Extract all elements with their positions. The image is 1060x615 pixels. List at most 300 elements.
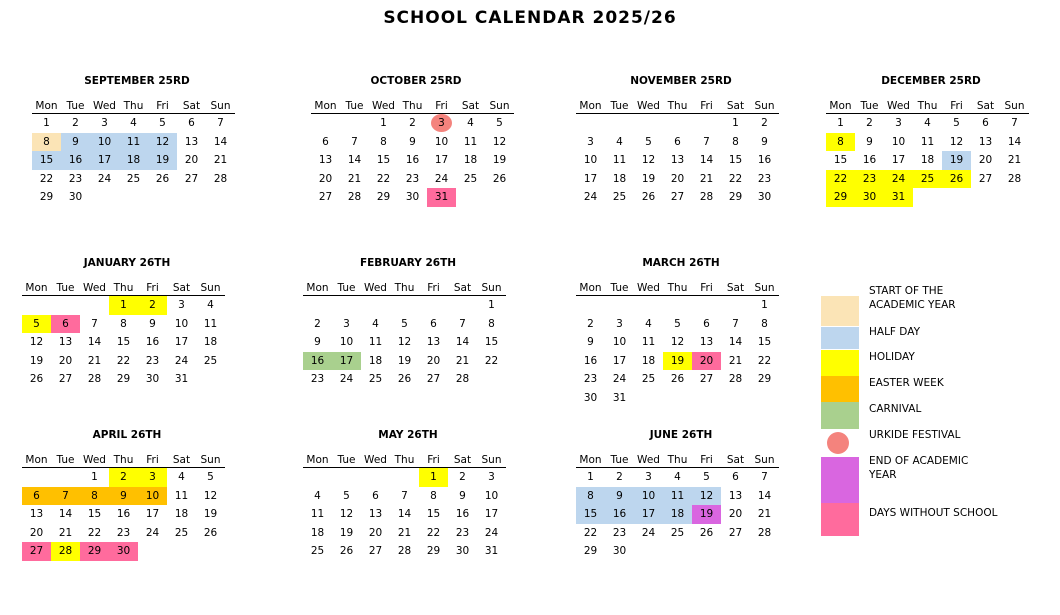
day-cell: 2 — [109, 468, 138, 487]
month-title: NOVEMBER 25RD — [630, 75, 732, 87]
day-cell: 25 — [310, 545, 325, 558]
day-cell: 11 — [310, 508, 325, 521]
legend-label: START OF THE ACADEMIC YEAR — [869, 285, 956, 311]
weekday-header: Thu — [109, 453, 138, 468]
weekday-header: Tue — [51, 281, 80, 296]
day-cell: 5 — [343, 489, 350, 502]
weekday-header: Fri — [138, 453, 167, 468]
month-september — [32, 74, 242, 207]
day-cell: 17 — [145, 508, 160, 521]
day-cell: 5 — [159, 117, 166, 130]
day-cell: 4 — [178, 471, 185, 484]
empty-cell — [477, 370, 506, 389]
legend-label: HALF DAY — [869, 326, 920, 338]
day-cell: 20 — [670, 172, 685, 185]
day-cell: 13 — [368, 508, 383, 521]
weekday-header: Tue — [332, 281, 361, 296]
day-cell: 30 — [612, 545, 627, 558]
day-cell: 16 — [405, 154, 420, 167]
day-cell: 14 — [58, 508, 73, 521]
day-cell: 31 — [427, 188, 456, 207]
day-cell: 30 — [757, 191, 772, 204]
weekday-header: Fri — [419, 281, 448, 296]
day-cell: 1 — [732, 117, 739, 130]
month-title: JANUARY 26TH — [83, 257, 171, 269]
day-cell: 15 — [757, 336, 772, 349]
day-cell: 19 — [397, 354, 412, 367]
day-cell: 12 — [670, 336, 685, 349]
day-cell: 21 — [699, 172, 714, 185]
day-cell: 10 — [339, 336, 354, 349]
day-cell: 29 — [583, 545, 598, 558]
day-cell: 24 — [174, 354, 189, 367]
day-cell: 13 — [318, 154, 333, 167]
legend-swatch — [821, 296, 859, 326]
empty-cell — [721, 542, 750, 561]
day-cell: 11 — [203, 317, 218, 330]
weekday-header: Mon — [576, 453, 605, 468]
day-cell: 23 — [612, 526, 627, 539]
day-cell: 13 — [58, 336, 73, 349]
day-cell: 27 — [978, 172, 993, 185]
day-cell: 2 — [72, 117, 79, 130]
day-cell: 26 — [699, 526, 714, 539]
day-cell: 31 — [612, 391, 627, 404]
empty-cell — [721, 389, 750, 408]
empty-cell — [361, 468, 390, 487]
empty-cell — [148, 188, 177, 207]
day-cell: 20 — [184, 154, 199, 167]
day-cell: 31 — [174, 373, 189, 386]
month-january — [22, 256, 232, 389]
day-cell: 4 — [616, 135, 623, 148]
day-cell: 31 — [484, 545, 499, 558]
day-cell: 8 — [761, 317, 768, 330]
day-cell: 1 — [837, 117, 844, 130]
empty-cell — [206, 188, 235, 207]
month-table — [303, 453, 506, 561]
day-cell: 24 — [339, 373, 354, 386]
day-cell: 23 — [757, 172, 772, 185]
day-cell: 27 — [184, 172, 199, 185]
day-cell: 1 — [43, 117, 50, 130]
day-cell: 7 — [732, 317, 739, 330]
day-cell: 13 — [978, 135, 993, 148]
day-cell: 26 — [339, 545, 354, 558]
day-cell: 15 — [426, 508, 441, 521]
day-cell: 12 — [203, 489, 218, 502]
day-cell: 16 — [116, 508, 131, 521]
day-cell: 13 — [670, 154, 685, 167]
day-cell: 8 — [826, 133, 855, 152]
day-cell: 8 — [576, 487, 605, 506]
day-cell: 24 — [484, 526, 499, 539]
empty-cell — [485, 188, 514, 207]
day-cell: 15 — [376, 154, 391, 167]
weekday-header: Sat — [721, 99, 750, 114]
day-cell: 2 — [587, 317, 594, 330]
weekday-header: Fri — [148, 99, 177, 114]
day-cell: 28 — [87, 373, 102, 386]
day-cell: 5 — [207, 471, 214, 484]
weekday-header: Sun — [485, 99, 514, 114]
weekday-header: Tue — [61, 99, 90, 114]
day-cell: 22 — [87, 526, 102, 539]
weekday-header: Mon — [826, 99, 855, 114]
day-cell: 20 — [692, 352, 721, 371]
day-cell: 3 — [895, 117, 902, 130]
empty-cell — [692, 296, 721, 315]
day-cell: 3 — [616, 317, 623, 330]
legend-swatch — [821, 402, 859, 429]
day-cell: 21 — [757, 508, 772, 521]
month-title: OCTOBER 25RD — [370, 75, 462, 87]
weekday-header: Sun — [1000, 99, 1029, 114]
empty-cell — [913, 188, 942, 207]
month-table — [303, 281, 506, 389]
empty-cell — [311, 114, 340, 133]
day-cell: 26 — [942, 170, 971, 189]
legend-label: END OF ACADEMIC YEAR — [869, 455, 969, 481]
day-cell: 19 — [148, 151, 177, 170]
day-cell: 7 — [459, 317, 466, 330]
day-cell: 11 — [641, 336, 656, 349]
day-cell: 1 — [109, 296, 138, 315]
day-cell: 20 — [58, 354, 73, 367]
month-table — [826, 99, 1029, 207]
day-cell: 8 — [80, 487, 109, 506]
day-cell: 23 — [405, 172, 420, 185]
day-cell: 14 — [455, 336, 470, 349]
empty-cell — [340, 114, 369, 133]
weekday-header: Thu — [390, 453, 419, 468]
day-cell: 2 — [866, 117, 873, 130]
day-cell: 13 — [728, 489, 743, 502]
day-cell: 25 — [612, 191, 627, 204]
empty-cell — [942, 188, 971, 207]
day-cell: 15 — [728, 154, 743, 167]
day-cell: 21 — [728, 354, 743, 367]
empty-cell — [1000, 188, 1029, 207]
legend-label: HOLIDAY — [869, 351, 915, 363]
day-cell: 21 — [1007, 154, 1022, 167]
day-cell: 25 — [203, 354, 218, 367]
day-cell: 7 — [91, 317, 98, 330]
day-cell: 23 — [145, 354, 160, 367]
empty-cell — [448, 296, 477, 315]
empty-cell — [80, 296, 109, 315]
day-cell: 20 — [426, 354, 441, 367]
day-cell: 11 — [463, 135, 478, 148]
month-table — [311, 99, 514, 207]
empty-cell — [196, 370, 225, 389]
day-cell: 1 — [761, 299, 768, 312]
day-cell: 17 — [484, 508, 499, 521]
day-cell: 8 — [732, 135, 739, 148]
empty-cell — [971, 188, 1000, 207]
weekday-header: Wed — [634, 99, 663, 114]
day-cell: 10 — [583, 154, 598, 167]
month-title: SEPTEMBER 25RD — [84, 75, 190, 87]
day-cell: 21 — [455, 354, 470, 367]
day-cell: 20 — [29, 526, 44, 539]
day-cell: 17 — [434, 154, 449, 167]
day-cell: 19 — [663, 352, 692, 371]
empty-cell — [119, 188, 148, 207]
day-cell: 30 — [405, 191, 420, 204]
day-cell: 11 — [612, 154, 627, 167]
day-cell: 4 — [372, 317, 379, 330]
weekday-header: Fri — [419, 453, 448, 468]
month-title: MARCH 26TH — [642, 257, 720, 269]
day-cell: 8 — [488, 317, 495, 330]
month-march — [576, 256, 786, 407]
day-cell: 2 — [459, 471, 466, 484]
empty-cell — [138, 542, 167, 561]
day-cell: 17 — [612, 354, 627, 367]
weekday-header: Mon — [32, 99, 61, 114]
day-cell: 8 — [32, 133, 61, 152]
weekday-header: Sat — [456, 99, 485, 114]
day-cell: 4 — [674, 471, 681, 484]
weekday-header: Tue — [855, 99, 884, 114]
weekday-header: Sun — [196, 281, 225, 296]
day-cell: 14 — [213, 135, 228, 148]
day-cell: 16 — [145, 336, 160, 349]
day-cell: 9 — [61, 133, 90, 152]
day-cell: 3 — [343, 317, 350, 330]
day-cell: 3 — [488, 471, 495, 484]
day-cell: 4 — [924, 117, 931, 130]
day-cell: 6 — [372, 489, 379, 502]
day-cell: 21 — [87, 354, 102, 367]
day-cell: 17 — [90, 151, 119, 170]
day-cell: 8 — [430, 489, 437, 502]
weekday-header: Mon — [22, 453, 51, 468]
day-cell: 31 — [884, 188, 913, 207]
day-cell: 13 — [699, 336, 714, 349]
day-cell: 19 — [203, 508, 218, 521]
month-title: FEBRUARY 26TH — [359, 257, 457, 269]
day-cell: 12 — [339, 508, 354, 521]
day-cell: 8 — [380, 135, 387, 148]
day-cell: 27 — [699, 373, 714, 386]
legend-label: DAYS WITHOUT SCHOOL — [869, 507, 998, 519]
empty-cell — [177, 188, 206, 207]
day-cell: 6 — [674, 135, 681, 148]
day-cell: 24 — [434, 172, 449, 185]
weekday-header: Tue — [605, 453, 634, 468]
day-cell: 29 — [728, 191, 743, 204]
day-cell: 4 — [645, 317, 652, 330]
day-cell: 12 — [641, 154, 656, 167]
day-cell: 9 — [409, 135, 416, 148]
month-october — [311, 74, 521, 207]
weekday-header: Tue — [605, 281, 634, 296]
day-cell: 24 — [612, 373, 627, 386]
day-cell: 29 — [826, 188, 855, 207]
empty-cell — [51, 296, 80, 315]
day-cell: 10 — [138, 487, 167, 506]
weekday-header: Sat — [721, 453, 750, 468]
day-cell: 3 — [101, 117, 108, 130]
day-cell: 16 — [455, 508, 470, 521]
day-cell: 12 — [148, 133, 177, 152]
day-cell: 18 — [641, 354, 656, 367]
day-cell: 16 — [757, 154, 772, 167]
empty-cell — [692, 114, 721, 133]
day-cell: 28 — [757, 526, 772, 539]
weekday-header: Fri — [692, 281, 721, 296]
day-cell: 18 — [203, 336, 218, 349]
day-cell: 22 — [728, 172, 743, 185]
empty-cell — [634, 296, 663, 315]
weekday-header: Tue — [605, 99, 634, 114]
day-cell: 20 — [978, 154, 993, 167]
day-cell: 27 — [728, 526, 743, 539]
day-cell: 9 — [149, 317, 156, 330]
day-cell: 19 — [641, 172, 656, 185]
day-cell: 21 — [397, 526, 412, 539]
empty-cell — [51, 468, 80, 487]
day-cell: 24 — [884, 170, 913, 189]
weekday-header: Fri — [692, 453, 721, 468]
month-title: APRIL 26TH — [92, 429, 162, 441]
day-cell: 5 — [674, 317, 681, 330]
empty-cell — [332, 296, 361, 315]
day-cell: 10 — [634, 487, 663, 506]
empty-cell — [663, 296, 692, 315]
day-cell: 4 — [314, 489, 321, 502]
day-cell: 18 — [612, 172, 627, 185]
weekday-header: Mon — [303, 453, 332, 468]
weekday-header: Fri — [942, 99, 971, 114]
weekday-header: Sun — [206, 99, 235, 114]
day-cell: 30 — [109, 542, 138, 561]
legend-swatch — [821, 350, 859, 376]
weekday-header: Sat — [448, 281, 477, 296]
weekday-header: Mon — [303, 281, 332, 296]
empty-cell — [663, 114, 692, 133]
day-cell: 6 — [322, 135, 329, 148]
weekday-header: Tue — [51, 453, 80, 468]
day-cell: 14 — [347, 154, 362, 167]
day-cell: 13 — [184, 135, 199, 148]
day-cell: 23 — [455, 526, 470, 539]
empty-cell — [196, 542, 225, 561]
day-cell: 27 — [368, 545, 383, 558]
weekday-header: Wed — [90, 99, 119, 114]
day-cell: 15 — [87, 508, 102, 521]
day-cell: 10 — [434, 135, 449, 148]
weekday-header: Wed — [634, 281, 663, 296]
day-cell: 5 — [496, 117, 503, 130]
day-cell: 24 — [583, 191, 598, 204]
day-cell: 11 — [920, 135, 935, 148]
legend-label: EASTER WEEK — [869, 377, 944, 389]
day-cell: 22 — [484, 354, 499, 367]
empty-cell — [456, 188, 485, 207]
day-cell: 30 — [855, 188, 884, 207]
empty-cell — [634, 114, 663, 133]
empty-cell — [419, 296, 448, 315]
day-cell: 20 — [728, 508, 743, 521]
month-table — [576, 453, 779, 561]
day-cell: 17 — [174, 336, 189, 349]
day-cell: 6 — [51, 315, 80, 334]
day-cell: 14 — [1007, 135, 1022, 148]
day-cell: 12 — [397, 336, 412, 349]
day-cell: 4 — [130, 117, 137, 130]
day-cell: 27 — [426, 373, 441, 386]
day-cell: 23 — [310, 373, 325, 386]
day-cell: 25 — [463, 172, 478, 185]
empty-cell — [390, 468, 419, 487]
month-title: JUNE 26TH — [649, 429, 713, 441]
day-cell: 17 — [634, 505, 663, 524]
weekday-header: Wed — [369, 99, 398, 114]
day-cell: 13 — [29, 508, 44, 521]
day-cell: 26 — [641, 191, 656, 204]
day-cell: 13 — [426, 336, 441, 349]
day-cell: 2 — [761, 117, 768, 130]
day-cell: 9 — [605, 487, 634, 506]
day-cell: 21 — [347, 172, 362, 185]
day-cell: 26 — [492, 172, 507, 185]
weekday-header: Sat — [971, 99, 1000, 114]
day-cell: 26 — [203, 526, 218, 539]
day-cell: 14 — [699, 154, 714, 167]
day-cell: 18 — [663, 505, 692, 524]
day-cell: 5 — [703, 471, 710, 484]
day-cell: 15 — [576, 505, 605, 524]
empty-cell — [663, 389, 692, 408]
weekday-header: Sat — [448, 453, 477, 468]
day-cell: 9 — [109, 487, 138, 506]
weekday-header: Sun — [750, 99, 779, 114]
weekday-header: Mon — [22, 281, 51, 296]
day-cell: 25 — [913, 170, 942, 189]
weekday-header: Sat — [167, 281, 196, 296]
empty-cell — [22, 296, 51, 315]
empty-cell — [750, 542, 779, 561]
day-cell: 18 — [310, 526, 325, 539]
empty-cell — [605, 296, 634, 315]
day-cell: 15 — [116, 336, 131, 349]
day-cell: 10 — [174, 317, 189, 330]
day-cell: 24 — [641, 526, 656, 539]
day-cell: 16 — [583, 354, 598, 367]
day-cell: 20 — [318, 172, 333, 185]
day-cell: 29 — [757, 373, 772, 386]
day-cell: 15 — [32, 151, 61, 170]
weekday-header: Thu — [119, 99, 148, 114]
weekday-header: Sat — [167, 453, 196, 468]
empty-cell — [634, 542, 663, 561]
empty-cell — [750, 389, 779, 408]
day-cell: 2 — [138, 296, 167, 315]
month-december — [826, 74, 1036, 207]
day-cell: 24 — [145, 526, 160, 539]
weekday-header: Sun — [477, 453, 506, 468]
day-cell: 18 — [920, 154, 935, 167]
day-cell: 21 — [58, 526, 73, 539]
day-cell: 25 — [670, 526, 685, 539]
day-cell: 28 — [455, 373, 470, 386]
day-cell: 9 — [587, 336, 594, 349]
day-cell: 28 — [397, 545, 412, 558]
day-cell: 29 — [80, 542, 109, 561]
